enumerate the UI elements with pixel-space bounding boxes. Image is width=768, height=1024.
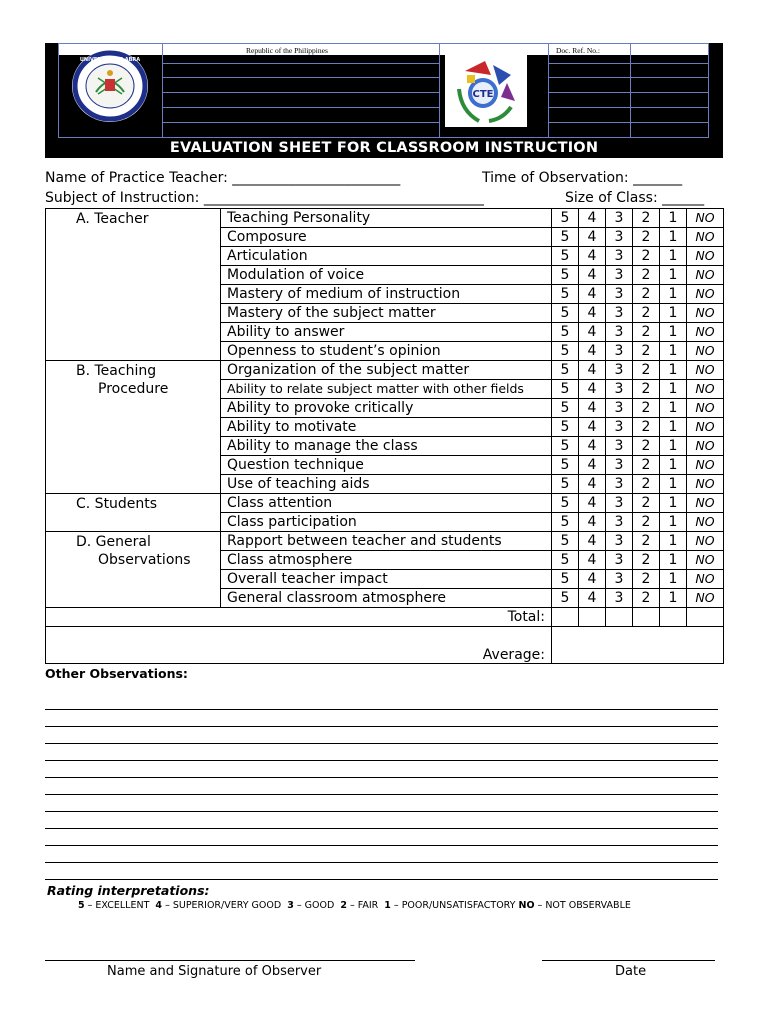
- rating-option-no[interactable]: NO: [687, 304, 724, 323]
- criterion-label: Ability to manage the class: [221, 437, 552, 456]
- criterion-row: [46, 532, 724, 551]
- rating-option-4[interactable]: 4: [579, 228, 606, 247]
- rating-option-5[interactable]: 5: [552, 323, 579, 342]
- rating-option-3[interactable]: 3: [606, 247, 633, 266]
- rating-code: 5: [78, 900, 85, 911]
- rating-option-3[interactable]: 3: [606, 437, 633, 456]
- rating-option-4[interactable]: 4: [579, 209, 606, 228]
- rating-meaning: – GOOD: [293, 900, 341, 911]
- rating-option-5[interactable]: 5: [552, 532, 579, 551]
- total-cell[interactable]: [606, 608, 633, 627]
- rating-option-3[interactable]: 3: [606, 209, 633, 228]
- observer-signature-line[interactable]: [45, 960, 415, 961]
- rating-option-4[interactable]: 4: [579, 551, 606, 570]
- section-label: [46, 532, 221, 608]
- date-label: Date: [615, 964, 647, 979]
- criterion-row: [46, 209, 724, 228]
- rating-option-1[interactable]: 1: [660, 342, 687, 361]
- criterion-label: Composure: [221, 228, 552, 247]
- criterion-label: Openness to student’s opinion: [221, 342, 552, 361]
- section-label: [46, 209, 221, 361]
- rating-option-no[interactable]: NO: [687, 247, 724, 266]
- rating-option-2[interactable]: 2: [633, 570, 660, 589]
- rating-option-5[interactable]: 5: [552, 247, 579, 266]
- rating-option-2[interactable]: 2: [633, 513, 660, 532]
- criterion-label: General classroom atmosphere: [221, 589, 552, 608]
- rating-option-3[interactable]: 3: [606, 304, 633, 323]
- rating-option-5[interactable]: 5: [552, 361, 579, 380]
- rating-option-1[interactable]: 1: [660, 589, 687, 608]
- criterion-label: Class attention: [221, 494, 552, 513]
- rating-option-5[interactable]: 5: [552, 399, 579, 418]
- rating-option-5[interactable]: 5: [552, 380, 579, 399]
- observation-line[interactable]: [45, 845, 718, 846]
- section-title: B. Teaching: [76, 363, 157, 379]
- observation-line[interactable]: [45, 811, 718, 812]
- other-observations-title: Other Observations:: [45, 666, 188, 681]
- rating-meaning: – EXCELLENT: [84, 900, 156, 911]
- total-cell[interactable]: [660, 608, 687, 627]
- rating-option-1[interactable]: 1: [660, 361, 687, 380]
- rating-option-no[interactable]: NO: [687, 494, 724, 513]
- cte-logo: [445, 55, 527, 127]
- rating-option-2[interactable]: 2: [633, 304, 660, 323]
- total-label: Total:: [46, 608, 552, 627]
- rating-option-1[interactable]: 1: [660, 532, 687, 551]
- rating-option-no[interactable]: NO: [687, 323, 724, 342]
- rating-option-2[interactable]: 2: [633, 494, 660, 513]
- total-row: [46, 608, 724, 627]
- rating-code: NO: [518, 900, 535, 911]
- observation-line[interactable]: [45, 726, 718, 727]
- criterion-label: Class atmosphere: [221, 551, 552, 570]
- rating-option-no[interactable]: NO: [687, 209, 724, 228]
- rating-legend: [78, 900, 631, 911]
- rating-option-2[interactable]: 2: [633, 361, 660, 380]
- form-title: EVALUATION SHEET FOR CLASSROOM INSTRUCTION: [169, 140, 599, 156]
- rating-option-1[interactable]: 1: [660, 456, 687, 475]
- criterion-label: Modulation of voice: [221, 266, 552, 285]
- criterion-label: Mastery of medium of instruction: [221, 285, 552, 304]
- rating-option-3[interactable]: 3: [606, 323, 633, 342]
- subject-of-instruction-field[interactable]: Subject of Instruction: ________________________________________: [45, 190, 484, 206]
- average-cell[interactable]: [552, 627, 724, 664]
- time-of-observation-field[interactable]: Time of Observation: _______: [482, 170, 683, 186]
- average-row: [46, 627, 724, 664]
- college-logo-box: [445, 55, 527, 127]
- observer-signature-label: Name and Signature of Observer: [107, 964, 322, 979]
- rating-option-4[interactable]: 4: [579, 532, 606, 551]
- rating-option-3[interactable]: 3: [606, 342, 633, 361]
- rating-option-no[interactable]: NO: [687, 361, 724, 380]
- rating-code: 3: [287, 900, 294, 911]
- rating-interpretations-title: Rating interpretations:: [47, 883, 210, 898]
- rating-meaning: – FAIR: [346, 900, 385, 911]
- doc-ref-label: Doc. Ref. No.:: [556, 46, 600, 55]
- rating-option-3[interactable]: 3: [606, 589, 633, 608]
- observation-line[interactable]: [45, 743, 718, 744]
- total-cell[interactable]: [579, 608, 606, 627]
- rating-option-5[interactable]: 5: [552, 228, 579, 247]
- rating-option-no[interactable]: NO: [687, 437, 724, 456]
- section-title: A. Teacher: [76, 211, 149, 227]
- evaluation-table-wrap: [45, 208, 724, 664]
- rating-option-2[interactable]: 2: [633, 437, 660, 456]
- size-of-class-field[interactable]: Size of Class: ______: [565, 190, 705, 206]
- section-subtitle: Procedure: [98, 381, 169, 397]
- cte-logo-text: CTE: [472, 89, 494, 100]
- rating-option-5[interactable]: 5: [552, 589, 579, 608]
- total-cell[interactable]: [552, 608, 579, 627]
- rating-option-no[interactable]: NO: [687, 570, 724, 589]
- rating-option-2[interactable]: 2: [633, 380, 660, 399]
- rating-option-2[interactable]: 2: [633, 532, 660, 551]
- svg-text:UNIVERSITY OF ABRA: UNIVERSITY OF ABRA: [79, 57, 141, 63]
- rating-option-5[interactable]: 5: [552, 304, 579, 323]
- rating-option-2[interactable]: 2: [633, 399, 660, 418]
- criterion-label: Ability to motivate: [221, 418, 552, 437]
- rating-option-4[interactable]: 4: [579, 418, 606, 437]
- rating-option-4[interactable]: 4: [579, 475, 606, 494]
- rating-option-no[interactable]: NO: [687, 285, 724, 304]
- university-seal-logo: [70, 48, 150, 124]
- rating-option-5[interactable]: 5: [552, 342, 579, 361]
- total-cell[interactable]: [633, 608, 660, 627]
- rating-option-2[interactable]: 2: [633, 456, 660, 475]
- rating-code: 4: [155, 900, 163, 911]
- rating-option-4[interactable]: 4: [579, 513, 606, 532]
- rating-option-2[interactable]: 2: [633, 209, 660, 228]
- rating-option-5[interactable]: 5: [552, 551, 579, 570]
- rating-option-2[interactable]: 2: [633, 266, 660, 285]
- rating-option-4[interactable]: 4: [579, 247, 606, 266]
- criterion-label: Rapport between teacher and students: [221, 532, 552, 551]
- republic-text: Republic of the Philippines: [246, 46, 328, 55]
- rating-option-4[interactable]: 4: [579, 266, 606, 285]
- rating-option-5[interactable]: 5: [552, 418, 579, 437]
- criterion-label: Ability to relate subject matter with other fields: [221, 380, 552, 399]
- rating-option-2[interactable]: 2: [633, 418, 660, 437]
- total-cell[interactable]: [687, 608, 724, 627]
- rating-option-3[interactable]: 3: [606, 399, 633, 418]
- rating-option-5[interactable]: 5: [552, 209, 579, 228]
- section-subtitle: Observations: [98, 552, 191, 568]
- criterion-label: Ability to answer: [221, 323, 552, 342]
- rating-option-1[interactable]: 1: [660, 228, 687, 247]
- average-label: Average:: [46, 627, 552, 664]
- rating-option-3[interactable]: 3: [606, 266, 633, 285]
- rating-option-3[interactable]: 3: [606, 228, 633, 247]
- rating-option-2[interactable]: 2: [633, 589, 660, 608]
- rating-option-5[interactable]: 5: [552, 570, 579, 589]
- rating-option-1[interactable]: 1: [660, 418, 687, 437]
- rating-option-no[interactable]: NO: [687, 456, 724, 475]
- rating-option-1[interactable]: 1: [660, 247, 687, 266]
- section-title: C. Students: [76, 496, 158, 512]
- rating-option-4[interactable]: 4: [579, 380, 606, 399]
- rating-option-5[interactable]: 5: [552, 285, 579, 304]
- rating-option-1[interactable]: 1: [660, 513, 687, 532]
- rating-option-no[interactable]: NO: [687, 418, 724, 437]
- rating-option-3[interactable]: 3: [606, 361, 633, 380]
- rating-option-4[interactable]: 4: [579, 361, 606, 380]
- criterion-label: Mastery of the subject matter: [221, 304, 552, 323]
- rating-option-5[interactable]: 5: [552, 475, 579, 494]
- rating-option-2[interactable]: 2: [633, 475, 660, 494]
- rating-option-3[interactable]: 3: [606, 532, 633, 551]
- rating-option-4[interactable]: 4: [579, 323, 606, 342]
- rating-option-no[interactable]: NO: [687, 513, 724, 532]
- criterion-row: [46, 361, 724, 380]
- practice-teacher-field[interactable]: Name of Practice Teacher: ________________________: [45, 170, 401, 186]
- rating-meaning: – POOR/UNSATISFACTORY: [390, 900, 519, 911]
- rating-option-1[interactable]: 1: [660, 304, 687, 323]
- criterion-label: Organization of the subject matter: [221, 361, 552, 380]
- rating-option-4[interactable]: 4: [579, 589, 606, 608]
- section-label: [46, 361, 221, 494]
- rating-option-no[interactable]: NO: [687, 342, 724, 361]
- evaluation-table: [45, 208, 724, 664]
- rating-option-1[interactable]: 1: [660, 494, 687, 513]
- rating-option-no[interactable]: NO: [687, 228, 724, 247]
- rating-option-5[interactable]: 5: [552, 266, 579, 285]
- observation-line[interactable]: [45, 879, 718, 880]
- rating-option-1[interactable]: 1: [660, 323, 687, 342]
- rating-option-1[interactable]: 1: [660, 266, 687, 285]
- rating-option-3[interactable]: 3: [606, 475, 633, 494]
- rating-meaning: – NOT OBSERVABLE: [534, 900, 631, 911]
- rating-code: 2: [340, 900, 347, 911]
- observation-line[interactable]: [45, 777, 718, 778]
- rating-option-no[interactable]: NO: [687, 475, 724, 494]
- rating-option-4[interactable]: 4: [579, 342, 606, 361]
- rating-option-4[interactable]: 4: [579, 285, 606, 304]
- rating-option-5[interactable]: 5: [552, 513, 579, 532]
- criterion-label: Overall teacher impact: [221, 570, 552, 589]
- rating-code: 1: [384, 900, 391, 911]
- rating-option-1[interactable]: 1: [660, 399, 687, 418]
- criterion-label: Teaching Personality: [221, 209, 552, 228]
- criterion-label: Use of teaching aids: [221, 475, 552, 494]
- rating-option-5[interactable]: 5: [552, 456, 579, 475]
- rating-option-2[interactable]: 2: [633, 342, 660, 361]
- observation-line[interactable]: [45, 794, 718, 795]
- criterion-label: Articulation: [221, 247, 552, 266]
- rating-option-4[interactable]: 4: [579, 456, 606, 475]
- rating-option-no[interactable]: NO: [687, 399, 724, 418]
- rating-option-4[interactable]: 4: [579, 437, 606, 456]
- rating-option-1[interactable]: 1: [660, 475, 687, 494]
- rating-option-4[interactable]: 4: [579, 304, 606, 323]
- criterion-label: Class participation: [221, 513, 552, 532]
- rating-option-3[interactable]: 3: [606, 570, 633, 589]
- rating-option-1[interactable]: 1: [660, 570, 687, 589]
- rating-option-2[interactable]: 2: [633, 247, 660, 266]
- rating-option-no[interactable]: NO: [687, 380, 724, 399]
- rating-option-1[interactable]: 1: [660, 380, 687, 399]
- rating-option-4[interactable]: 4: [579, 494, 606, 513]
- rating-option-3[interactable]: 3: [606, 551, 633, 570]
- rating-option-2[interactable]: 2: [633, 551, 660, 570]
- criterion-label: Ability to provoke critically: [221, 399, 552, 418]
- rating-option-no[interactable]: NO: [687, 532, 724, 551]
- section-label: [46, 494, 221, 532]
- rating-option-3[interactable]: 3: [606, 494, 633, 513]
- rating-option-2[interactable]: 2: [633, 323, 660, 342]
- rating-option-3[interactable]: 3: [606, 285, 633, 304]
- rating-option-3[interactable]: 3: [606, 513, 633, 532]
- rating-option-2[interactable]: 2: [633, 285, 660, 304]
- rating-option-3[interactable]: 3: [606, 380, 633, 399]
- rating-option-3[interactable]: 3: [606, 418, 633, 437]
- criterion-label: Question technique: [221, 456, 552, 475]
- observation-line[interactable]: [45, 709, 718, 710]
- rating-option-no[interactable]: NO: [687, 551, 724, 570]
- rating-option-2[interactable]: 2: [633, 228, 660, 247]
- rating-option-3[interactable]: 3: [606, 456, 633, 475]
- rating-option-1[interactable]: 1: [660, 285, 687, 304]
- rating-meaning: – SUPERIOR/VERY GOOD: [162, 900, 288, 911]
- rating-option-1[interactable]: 1: [660, 209, 687, 228]
- observation-line[interactable]: [45, 828, 718, 829]
- rating-option-5[interactable]: 5: [552, 437, 579, 456]
- rating-option-no[interactable]: NO: [687, 266, 724, 285]
- rating-option-4[interactable]: 4: [579, 399, 606, 418]
- observation-line[interactable]: [45, 862, 718, 863]
- rating-option-1[interactable]: 1: [660, 437, 687, 456]
- rating-option-4[interactable]: 4: [579, 570, 606, 589]
- rating-option-no[interactable]: NO: [687, 589, 724, 608]
- header-grid: [58, 43, 709, 138]
- rating-option-1[interactable]: 1: [660, 551, 687, 570]
- observation-line[interactable]: [45, 760, 718, 761]
- date-line[interactable]: [542, 960, 715, 961]
- section-title: D. General: [76, 534, 151, 550]
- criterion-row: [46, 494, 724, 513]
- rating-option-5[interactable]: 5: [552, 494, 579, 513]
